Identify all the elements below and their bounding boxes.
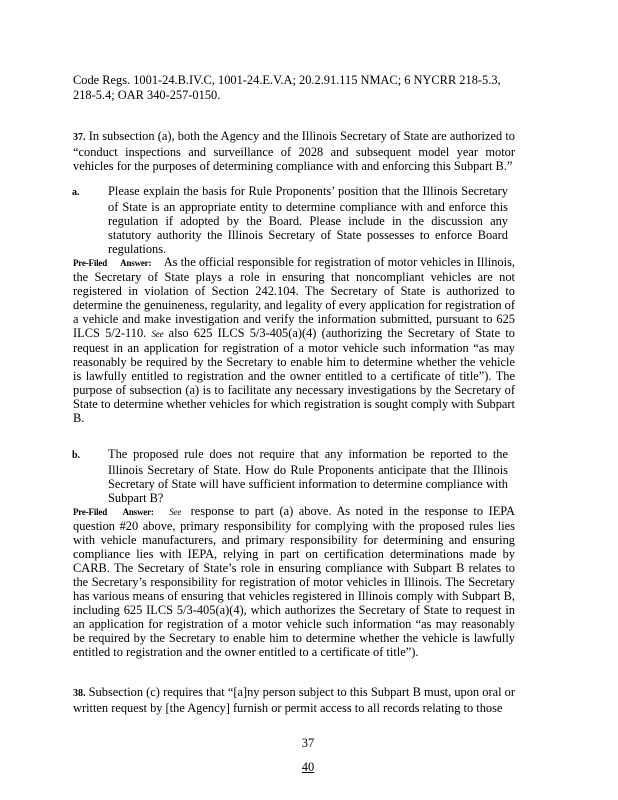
question-37b xyxy=(72,447,508,505)
answer-37b-see: See xyxy=(169,507,182,517)
top-citation-line-2: 218-5.4; OAR 340-257-0150. xyxy=(73,88,221,102)
question-38-number: 38. xyxy=(73,688,86,699)
question-37-text: In subsection (a), both the Agency and the Illinois Secretary of State are authorized to “conduct inspections and surveillance of 2028 and subsequent model year motor vehicles for the purposes of determining compliance with and enforcing this Subpart B.” xyxy=(73,129,515,173)
question-37b-text: The proposed rule does not require that any information be reported to the Illinois Secretary of State. How do Rule Proponents anticipate that the Illinois Secretary of State will have sufficient information to determine compliance with Subpart B? xyxy=(108,447,508,505)
question-38-text: Subsection (c) requires that “[a]ny person subject to this Subpart B must, upon oral or written request by [the Agency] furnish or permit access to all records relating to those xyxy=(73,685,515,715)
answer-37a-text-part1: As the official responsible for registration of motor vehicles in Illinois, the Secretary of State plays a role in ensuring that noncompliant vehicles are not registered in violation of Section 242.104. The Secretary of State is authorized to determine the genuineness, regularity, and legality of every application for registration of a vehicle and make investigation and verify the information submitted, pursuant to 625 ILCS 5/2-110. xyxy=(73,255,516,340)
answer-37a xyxy=(73,255,515,425)
answer-37a-label-prefiled: Pre-Filed xyxy=(73,258,108,268)
question-37a xyxy=(72,184,508,256)
answer-37b-label-answer: Answer: xyxy=(122,507,154,517)
top-citation xyxy=(73,73,513,103)
answer-37b xyxy=(73,504,515,659)
answer-37a-text-part2: also 625 ILCS 5/3-405(a)(4) (authorizing the Secretary of State to request in an application for registration of a motor vehicle such information “as may reasonably be required by the Secretary to enable him to determine whether the vehicle is lawfully entitled to registration and the owner entitled to a certificate of title”). The purpose of subsection (a) is to facilitate any necessary investigations by the Secretary of State to determine whether vehicles for which registration is sought comply with Subpart B. xyxy=(73,326,515,425)
answer-37a-see: See xyxy=(151,329,164,339)
question-37 xyxy=(73,129,515,173)
question-37-number: 37. xyxy=(73,132,86,143)
top-citation-line-1: Code Regs. 1001-24.B.IV.C, 1001-24.E.V.A; 20.2.91.115 NMAC; 6 NYCRR 218-5.3, xyxy=(73,73,501,87)
question-37b-letter: b. xyxy=(72,450,81,461)
question-37a-letter: a. xyxy=(72,187,80,198)
question-38 xyxy=(73,685,515,715)
question-37a-text: Please explain the basis for Rule Proponents’ position that the Illinois Secretary of State is an appropriate entity to determine compliance with and enforce this regulation if adopted by the Board. Please include in the discussion any statutory authority the Illinois Secretary of State possesses to enforce Board regulations. xyxy=(108,184,508,256)
answer-37b-text: response to part (a) above. As noted in the response to IEPA question #20 above, primary responsibility for complying with the proposed rules lies with vehicle manufacturers, and primary responsibility for determining and ensuring compliance lies with IEPA, relying in part on certification determinations made by CARB. The Secretary of State’s role in ensuring compliance with Subpart B relates to the Secretary’s responsibility for registration of motor vehicles in Illinois. The Secretary has various means of ensuring that vehicles registered in Illinois comply with Subpart B, including 625 ILCS 5/3-405(a)(4), which authorizes the Secretary of State to request in an application for registration of a motor vehicle such information “as may reasonably be required by the Secretary to enable him to determine whether the vehicle is lawfully entitled to registration and the owner entitled to a certificate of title”). xyxy=(73,504,515,659)
answer-37a-label-answer: Answer: xyxy=(120,258,152,268)
page-number: 37 xyxy=(301,736,315,750)
exhibit-page-number: 40 xyxy=(301,760,315,774)
answer-37b-label-prefiled: Pre-Filed xyxy=(73,507,108,517)
